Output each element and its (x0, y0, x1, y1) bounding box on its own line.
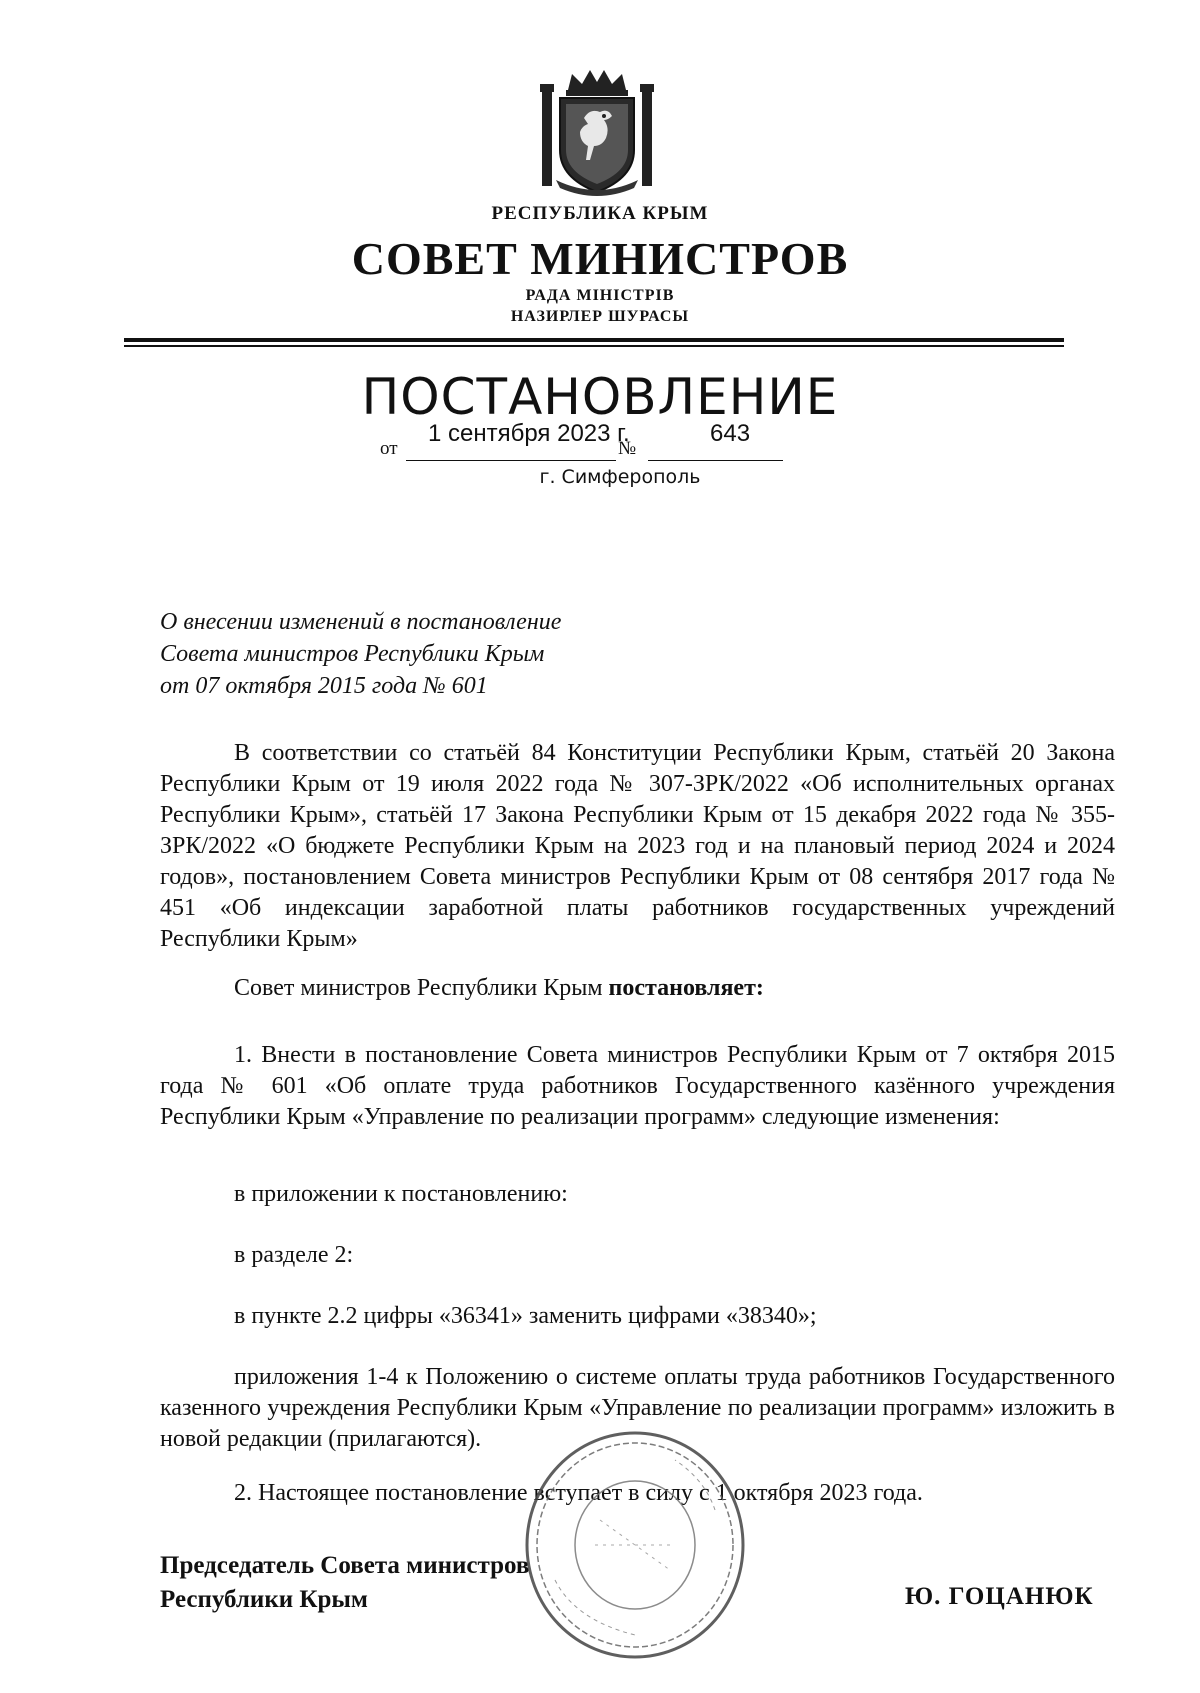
office-stamp-icon (515, 1420, 755, 1670)
subject-line: Совета министров Республики Крым (160, 641, 545, 667)
header-divider-thin (124, 345, 1064, 347)
subject-line: от 07 октября 2015 года № 601 (160, 673, 488, 699)
resolves-paragraph (160, 973, 1115, 1004)
council-heading-crh: НАЗИРЛЕР ШУРАСЫ (510, 308, 690, 325)
item-2-paragraph: 2. Настоящее постановление вступает в силу с 1 октября 2023 года. (234, 1480, 923, 1506)
section-paragraph: в разделе 2: (234, 1242, 354, 1268)
decree-date: 1 сентября 2023 г. (428, 420, 630, 447)
decree-city: г. Симферополь (539, 466, 701, 488)
annex-paragraph: в приложении к постановлению: (234, 1181, 568, 1207)
appendices-paragraph: приложения 1-4 к Положению о системе оплаты труда работников Государственного казенного учреждения Республики Крым «Управление по реализации программ» изложить в новой редакции (прилагаются). (160, 1364, 1115, 1452)
number-underline (648, 460, 783, 461)
header-divider-thick (124, 338, 1064, 342)
decree-title: ПОСТАНОВЛЕНИЕ (361, 368, 839, 426)
coat-of-arms-icon (538, 68, 656, 196)
resolves-keyword: постановляет: (608, 975, 764, 1001)
decree-subject (160, 606, 561, 702)
number-label: № (618, 438, 637, 459)
date-underline (406, 460, 616, 461)
subject-line: О внесении изменений в постановление (160, 609, 562, 635)
council-heading-ua: РАДА МІНІСТРІВ (525, 287, 675, 304)
signatory-position-line: Председатель Совета министров (160, 1552, 530, 1579)
item-1-paragraph: 1. Внести в постановление Совета министров Республики Крым от 7 октября 2015 года № 601 «Об оплате труда работников Государственного казённого учреждения Республики Крым «Управление по реализации программ» следующие изменения: (160, 1042, 1115, 1130)
signatory-position-line: Республики Крым (160, 1586, 368, 1613)
preamble-paragraph: В соответствии со статьёй 84 Конституции Республики Крым, статьёй 20 Закона Республики Крым от 19 июля 2022 года № 307-ЗРК/2022 «Об исполнительных органах Республики Крым», статьёй 17 Закона Республики Крым от 15 декабря 2022 года № 355-ЗРК/2022 «О бюджете Республики Крым на 2023 год и на плановый период 2024 и 2024 годов», постановлением Совета министров Республики Крым от 08 сентября 2017 года № 451 «Об индексации заработной платы работников государственных учреждений Республики Крым» (160, 740, 1115, 952)
signatory-position (160, 1549, 529, 1617)
decree-date-number-row (380, 420, 820, 460)
council-heading: СОВЕТ МИНИСТРОВ (351, 233, 849, 284)
date-prefix-label: от (380, 438, 398, 459)
signatory-name: Ю. ГОЦАНЮК (905, 1583, 1094, 1610)
resolves-text: Совет министров Республики Крым (234, 975, 609, 1001)
republic-heading: РЕСПУБЛИКА КРЫМ (491, 203, 709, 224)
point-paragraph: в пункте 2.2 цифры «36341» заменить цифрами «38340»; (234, 1303, 817, 1329)
decree-number: 643 (710, 420, 751, 447)
